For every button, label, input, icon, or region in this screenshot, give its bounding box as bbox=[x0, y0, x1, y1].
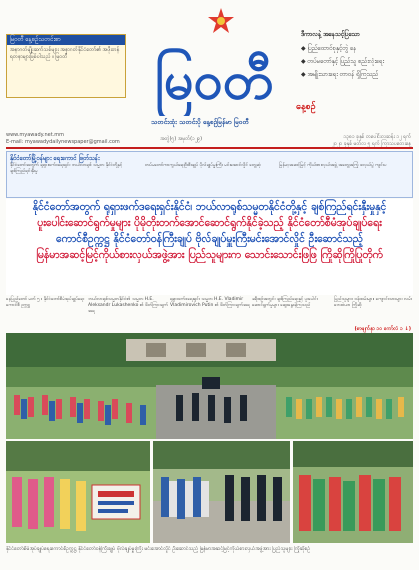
dancers-photo bbox=[293, 441, 413, 543]
left-notice-body: အနာဂတ်မျိုးဆက်သစ်များ အနာဂတ်နိုင်ငံတော်၏ အဖိုးတန်ရတနာများဖြစ်ပါသည် ။ မြဝတီ bbox=[10, 47, 120, 60]
article-column: ဘယ်လာရုစ်သမ္မတနိုင်ငံ၏ သမ္မတ H.E. Aleksandr Lukashenko ၏ ဖိတ်ကြားချက်အရ bbox=[88, 297, 168, 314]
masthead-tagline: သတင်းထုံး သတင်းပို နေ့စဉ်မြန်မာ မြဝတီ bbox=[151, 118, 249, 126]
contents-column[interactable]: တပ်မတော်ကာကွယ်ရေးဦးစီးချုပ် ပိုလ်ချုပ်မှူးကြီး မင်းအောင်လှိုင် တွေ့ဆုံ bbox=[145, 163, 261, 168]
right-news-item[interactable]: ◆ အမျိုးသားရေး တာဝန် ရှိကြသည် bbox=[301, 71, 379, 78]
right-news-header: ဒီကာလနဲ့ အနေသင့်ပြသော bbox=[301, 31, 361, 38]
article-column: ပြည်သူများ၊ ဝန်ထမ်းများ၊ ကျောင်းသားများ လမ်းဘေးဝဲယာ ကြိုဆို bbox=[334, 297, 412, 308]
masthead-title: မြဝတီ bbox=[154, 51, 274, 111]
bullet-icon: ◆ bbox=[301, 45, 308, 52]
main-headline bbox=[6, 199, 413, 295]
headline-line: ကောင်စီဥက္ကဋ္ဌ နိုင်ငံတော်ဝန်ကြီးချုပ် ဗိုလ်ချုပ်မှူးကြီးမင်းအောင်လှိုင် ဦးဆောင်သည့် bbox=[55, 233, 364, 245]
crowd-photo bbox=[6, 441, 150, 543]
main-photo bbox=[6, 333, 413, 439]
left-notice-header: မြဝတီ နေ့စဉ်သတင်းစာ bbox=[7, 35, 125, 45]
headline-line: မြန်မာအဆင့်မြင့်ကိုယ်စားလှယ်အဖွဲ့အား ပြည်သူများက သောင်းသောင်းဖြဖြ ကြိုဆိုကြိုပြုတိုက် bbox=[36, 249, 383, 261]
masthead-subtitle: နေ့စဉ် bbox=[296, 102, 316, 112]
contents-column[interactable]: မြန်မာ့အဆင့်မြင့် ကိုယ်စားလှယ်အဖွဲ့ အတွေ့အကြုံ ဖလှယ်ပွဲ ကျင်းပ bbox=[279, 163, 387, 168]
masthead-logo bbox=[134, 26, 294, 116]
left-notice-box bbox=[6, 34, 126, 98]
divider bbox=[6, 147, 413, 149]
page-turn-note[interactable]: (စာမျက်နှာ ၁၀ ကော်လံ ၁ ↓) bbox=[354, 326, 411, 332]
contents-box bbox=[6, 151, 413, 198]
issue-number: အတွဲ(၅) အမှတ်(၁၂၉) bbox=[160, 136, 203, 142]
welcome-line-photo bbox=[153, 441, 290, 543]
bullet-icon: ◆ bbox=[301, 71, 308, 78]
right-news-item[interactable]: ◆ တပ်မတော်နှင့် ပြည်သူ စည်းလုံးရေး bbox=[301, 58, 385, 65]
article-body bbox=[6, 297, 413, 331]
date-info bbox=[332, 134, 411, 148]
photo-caption: နိုင်ငံတော်စီမံအုပ်ချုပ်ရေးကောင်စီဥက္ကဋ္ဌ နိုင်ငံတော်ဝန်ကြီးချုပ် ဗိုလ်ချုပ်မှူးကြီး မင်းအောင်လှိုင် ဦးဆောင်သည့် မြန်မာအဆင့်မြင့်ကိုယ်စားလှယ်အဖွဲ့အား ပြည်သူများ ကြိုဆိုစဉ် bbox=[6, 546, 311, 552]
date-line-1: ၁၃၈၁ ခုနှစ် တပေါင်းလဆန်း ၁၂ ရက် bbox=[343, 134, 411, 140]
article-column: ခရီးစဉ်အတွင်း ချစ်ကြည်ရေးနှင့် ပူးပေါင်းဆောင်ရွက်မှုများ ဆွေးနွေးခဲ့ကြသည် bbox=[252, 297, 318, 308]
headline-line: နိုင်ငံတော်အတွက် ရုရှားဖက်ဒရေးရှင်းနိုင်ငံ၊ ဘယ်လာရုစ်သမ္မတနိုင်ငံတို့နှင့် ချစ်ကြည်ရင်းနှီးမှုနှင့် bbox=[32, 201, 387, 213]
email-link[interactable]: E-mail: myawadydailynewspaper@gmail.com bbox=[6, 139, 120, 145]
right-news-item[interactable]: ◆ ပြည်ထောင်စုနှင့်တွဲ နေ bbox=[301, 45, 357, 52]
contents-column[interactable]: နိုင်ငံတော်အတွက် ရုရှားဖက်ဒရေးရှင်း ဘယ်လာရုစ် သမ္မတ နိုင်ငံတို့နှင့် ချစ်ကြည်ရင်းနှီးမှု bbox=[10, 163, 123, 174]
contents-header: နိုင်ငံတော်မြို့ဝန်များ ရေးကောင် ဖြတ်သန်း bbox=[10, 155, 100, 162]
right-news-list bbox=[301, 28, 413, 81]
headline-line: ပူးပေါင်းဆောင်ရွက်မှုများ ပိုမိုတိုးတက်အောင်ဆောင်ရွက်နိုင်ခဲ့သည့် နိုင်ငံတော်စီမံအုပ်ချုပ်ရေး bbox=[37, 217, 382, 229]
masthead bbox=[6, 4, 414, 130]
article-column: ရုရှားဖက်ဒရေးရှင်း သမ္မတ H.E. Vladimir Vladimirovich Putin ၏ ဖိတ်ကြားချက်အရ bbox=[170, 297, 250, 308]
website-link[interactable]: www.myawady.net.mm bbox=[6, 132, 64, 138]
date-line-2: ၂၀၂၀ ခုနှစ် မတ်လ ၅ ရက် ကြာသပတေးနေ့ bbox=[331, 141, 411, 147]
bullet-icon: ◆ bbox=[301, 58, 308, 65]
article-column: နေပြည်တော် မတ် ၅ ။ နိုင်ငံတော်စီမံအုပ်ချုပ်ရေးကောင်စီ ဥက္ကဋ္ဌ bbox=[6, 297, 85, 308]
contact-info bbox=[6, 132, 120, 146]
